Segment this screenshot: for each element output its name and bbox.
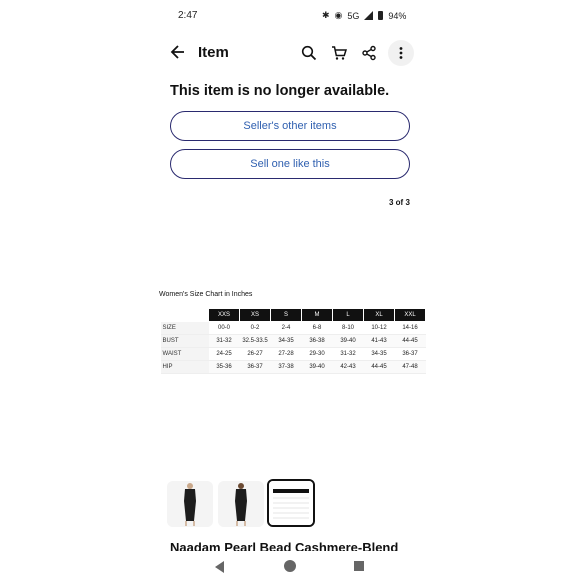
thumbnail-dress-back[interactable] [218,481,264,527]
table-cell: 26-27 [240,348,271,361]
thumbnail-dress-front[interactable] [167,481,213,527]
table-row [161,322,426,335]
location-icon: ◉ [334,10,343,20]
thumbnail-size-chart[interactable] [267,479,315,527]
table-cell: 8-10 [333,322,364,335]
table-cell: 24-25 [209,348,240,361]
size-chart-col-header: L [333,309,364,322]
table-row [161,348,426,361]
table-cell: 27-28 [271,348,302,361]
size-chart-corner [161,309,209,322]
table-cell: 0-2 [240,322,271,335]
size-chart-col-header: XXL [395,309,426,322]
table-cell: 14-16 [395,322,426,335]
nav-back-icon[interactable] [215,561,224,573]
table-cell: 37-38 [271,361,302,374]
size-chart-col-header: S [271,309,302,322]
nav-home-icon[interactable] [284,560,296,572]
table-cell: 00-0 [209,322,240,335]
table-cell: 31-32 [209,335,240,348]
item-title: Naadam Pearl Bead Cashmere-Blend [170,540,399,551]
row-label: SIZE [161,322,209,335]
signal-icon [364,11,373,20]
network-label: 5G [347,10,360,21]
table-cell: 44-45 [395,335,426,348]
image-counter: 3 of 3 [389,198,410,207]
share-icon[interactable] [356,40,382,66]
more-options-icon[interactable] [388,40,414,66]
table-cell: 47-48 [395,361,426,374]
row-label: WAIST [161,348,209,361]
search-icon[interactable] [296,40,322,66]
row-label: HIP [161,361,209,374]
battery-label: 94% [388,10,407,21]
table-cell: 36-38 [302,335,333,348]
size-chart-col-header: M [302,309,333,322]
table-cell: 34-35 [271,335,302,348]
table-cell: 2-4 [271,322,302,335]
page-title: Item [198,44,229,61]
sell-one-like-this-button[interactable]: Sell one like this [170,149,410,179]
size-chart-table [160,308,426,374]
table-cell: 29-30 [302,348,333,361]
battery-icon [378,11,383,20]
table-cell: 36-37 [395,348,426,361]
size-chart-col-header: XXS [209,309,240,322]
table-cell: 39-40 [333,335,364,348]
status-time: 2:47 [178,10,198,21]
table-cell: 42-43 [333,361,364,374]
table-cell: 36-37 [240,361,271,374]
table-cell: 41-43 [364,335,395,348]
table-row [161,335,426,348]
nav-recents-icon[interactable] [354,561,364,571]
table-row [161,361,426,374]
sellers-other-items-button[interactable]: Seller's other items [170,111,410,141]
size-chart-title: Women's Size Chart in Inches [159,291,253,298]
table-cell: 44-45 [364,361,395,374]
table-cell: 35-36 [209,361,240,374]
cart-icon[interactable] [326,40,352,66]
row-label: BUST [161,335,209,348]
table-cell: 32.5-33.5 [240,335,271,348]
table-cell: 10-12 [364,322,395,335]
bluetooth-icon: ✱ [322,10,330,20]
size-chart-col-header: XS [240,309,271,322]
table-cell: 39-40 [302,361,333,374]
size-chart-col-header: XL [364,309,395,322]
table-cell: 31-32 [333,348,364,361]
table-cell: 6-8 [302,322,333,335]
unavailable-notice: This item is no longer available. [170,83,390,99]
status-icons [322,10,406,21]
back-arrow-icon[interactable] [168,42,188,62]
table-cell: 34-35 [364,348,395,361]
